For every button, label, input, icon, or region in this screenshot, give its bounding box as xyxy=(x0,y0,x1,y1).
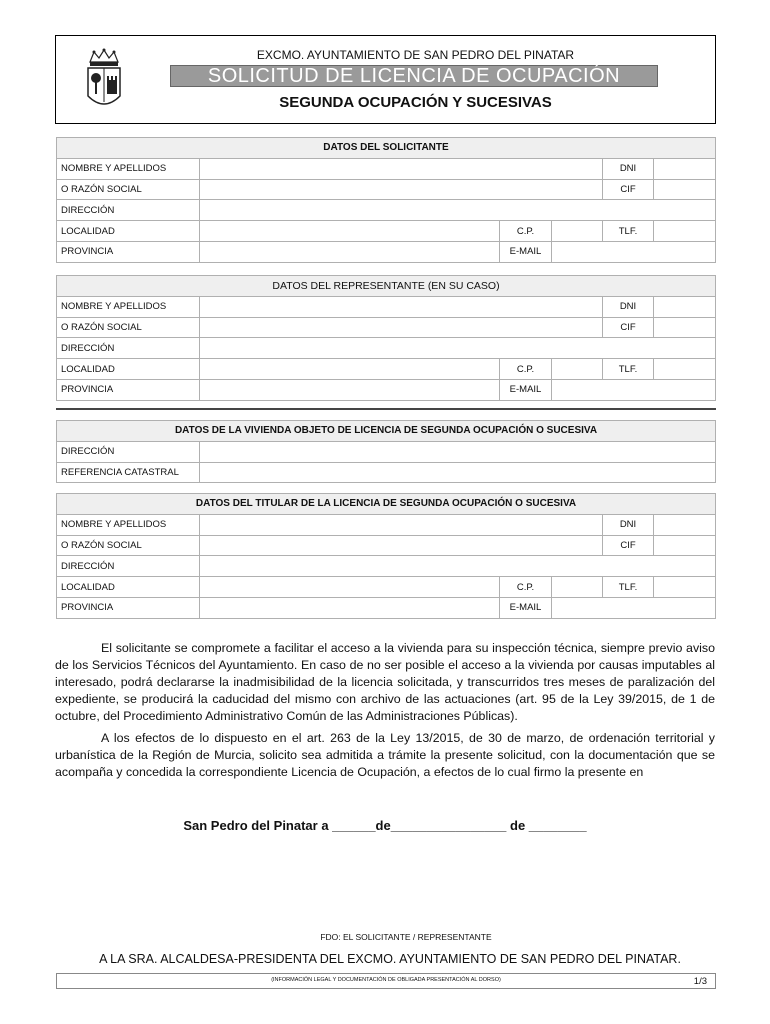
representative-email-input[interactable] xyxy=(552,379,716,400)
field-label: CIF xyxy=(603,535,654,556)
footer-note: (INFORMACIÓN LEGAL Y DOCUMENTACIÓN DE OBLIGADA PRESENTACIÓN AL DORSO) xyxy=(271,977,501,983)
field-label: C.P. xyxy=(500,221,552,242)
field-label: PROVINCIA xyxy=(57,241,200,262)
applicant-dni-input[interactable] xyxy=(654,158,716,179)
field-label: NOMBRE Y APELLIDOS xyxy=(57,296,200,317)
applicant-city-input[interactable] xyxy=(200,221,500,242)
representative-table xyxy=(56,275,716,401)
representative-postcode-input[interactable] xyxy=(552,359,603,380)
access-commitment-paragraph: El solicitante se compromete a facilitar el acceso a la vivienda para su inspección técnica, siempre previo aviso de los Servicios Técnicos del Ayuntamiento. En caso de no ser posible el acceso a la vivienda por causas imputables al interesado, podrá declararse la inadmisibilidad de la licencia solicitada, y transcurridos tres meses de paralización del expediente, se producirá la caducidad del mismo con archivo de las actuaciones (art. 95 de la Ley 39/2015, de 1 de octubre, del Procedimiento Administrativo Común de las Administraciones Públicas). xyxy=(55,641,715,723)
holder-name-input[interactable] xyxy=(200,514,603,535)
holder-phone-input[interactable] xyxy=(654,577,716,598)
addressee: A LA SRA. ALCALDESA-PRESIDENTA DEL EXCMO. AYUNTAMIENTO DE SAN PEDRO DEL PINATAR. xyxy=(99,952,681,966)
field-label: PROVINCIA xyxy=(57,597,200,618)
field-label: DIRECCIÓN xyxy=(57,338,200,359)
field-label: E-MAIL xyxy=(500,241,552,262)
field-label: C.P. xyxy=(500,359,552,380)
field-label: C.P. xyxy=(500,577,552,598)
holder-company-input[interactable] xyxy=(200,535,603,556)
field-label: O RAZÓN SOCIAL xyxy=(57,179,200,200)
representative-address-input[interactable] xyxy=(200,338,716,359)
holder-province-input[interactable] xyxy=(200,597,500,618)
field-label: LOCALIDAD xyxy=(57,221,200,242)
representative-cif-input[interactable] xyxy=(654,317,716,338)
issuing-authority: EXCMO. AYUNTAMIENTO DE SAN PEDRO DEL PINATAR xyxy=(256,48,575,62)
applicant-postcode-input[interactable] xyxy=(552,221,603,242)
field-label: NOMBRE Y APELLIDOS xyxy=(57,514,200,535)
field-label: DIRECCIÓN xyxy=(57,441,200,462)
section-header: DATOS DEL REPRESENTANTE (EN SU CASO) xyxy=(57,276,716,297)
declaration-text xyxy=(55,640,715,781)
cadastral-reference-input[interactable] xyxy=(200,462,716,483)
field-label: DNI xyxy=(603,158,654,179)
holder-email-input[interactable] xyxy=(552,597,716,618)
representative-province-input[interactable] xyxy=(200,379,500,400)
form-subtitle: SEGUNDA OCUPACIÓN Y SUCESIVAS xyxy=(279,94,552,111)
applicant-phone-input[interactable] xyxy=(654,221,716,242)
holder-table xyxy=(56,493,716,619)
applicant-table xyxy=(56,137,716,263)
representative-dni-input[interactable] xyxy=(654,296,716,317)
field-label: E-MAIL xyxy=(500,379,552,400)
form-title: SOLICITUD DE LICENCIA DE OCUPACIÓN xyxy=(170,65,658,87)
section-divider xyxy=(56,408,716,410)
applicant-name-input[interactable] xyxy=(200,158,603,179)
form-header xyxy=(55,35,716,124)
applicant-address-input[interactable] xyxy=(200,200,716,221)
field-label: LOCALIDAD xyxy=(57,577,200,598)
field-label: TLF. xyxy=(603,577,654,598)
field-label: TLF. xyxy=(603,221,654,242)
applicant-province-input[interactable] xyxy=(200,241,500,262)
signature-caption: FDO: EL SOLICITANTE / REPRESENTANTE xyxy=(320,932,492,942)
section-header: DATOS DEL TITULAR DE LA LICENCIA DE SEGUNDA OCUPACIÓN O SUCESIVA xyxy=(57,494,716,515)
holder-city-input[interactable] xyxy=(200,577,500,598)
field-label: O RAZÓN SOCIAL xyxy=(57,535,200,556)
place-date-line[interactable]: San Pedro del Pinatar a ______de________________ de ________ xyxy=(183,818,587,833)
holder-cif-input[interactable] xyxy=(654,535,716,556)
holder-dni-input[interactable] xyxy=(654,514,716,535)
field-label: TLF. xyxy=(603,359,654,380)
field-label: E-MAIL xyxy=(500,597,552,618)
field-label: DIRECCIÓN xyxy=(57,200,200,221)
field-label: DNI xyxy=(603,296,654,317)
holder-address-input[interactable] xyxy=(200,556,716,577)
field-label: NOMBRE Y APELLIDOS xyxy=(57,158,200,179)
dwelling-table xyxy=(56,420,716,483)
dwelling-address-input[interactable] xyxy=(200,441,716,462)
page-number: 1/3 xyxy=(693,976,707,987)
field-label: DNI xyxy=(603,514,654,535)
holder-postcode-input[interactable] xyxy=(552,577,603,598)
field-label: LOCALIDAD xyxy=(57,359,200,380)
field-label: DIRECCIÓN xyxy=(57,556,200,577)
field-label: O RAZÓN SOCIAL xyxy=(57,317,200,338)
request-paragraph: A los efectos de lo dispuesto en el art. 263 de la Ley 13/2015, de 30 de marzo, de ordenación territorial y urbanística de la Región de Murcia, solicito sea admitida a trámite la presente solicitud, con la documentación que se acompaña y concedida la correspondiente Licencia de Ocupación, a efectos de lo cual firmo la presente en xyxy=(55,731,715,779)
applicant-cif-input[interactable] xyxy=(654,179,716,200)
field-label: CIF xyxy=(603,317,654,338)
section-header: DATOS DE LA VIVIENDA OBJETO DE LICENCIA DE SEGUNDA OCUPACIÓN O SUCESIVA xyxy=(57,421,716,442)
representative-city-input[interactable] xyxy=(200,359,500,380)
field-label: CIF xyxy=(603,179,654,200)
footer-box xyxy=(56,973,716,989)
field-label: REFERENCIA CATASTRAL xyxy=(57,462,200,483)
representative-name-input[interactable] xyxy=(200,296,603,317)
representative-phone-input[interactable] xyxy=(654,359,716,380)
applicant-company-input[interactable] xyxy=(200,179,603,200)
section-header: DATOS DEL SOLICITANTE xyxy=(57,138,716,159)
field-label: PROVINCIA xyxy=(57,379,200,400)
applicant-email-input[interactable] xyxy=(552,241,716,262)
representative-company-input[interactable] xyxy=(200,317,603,338)
